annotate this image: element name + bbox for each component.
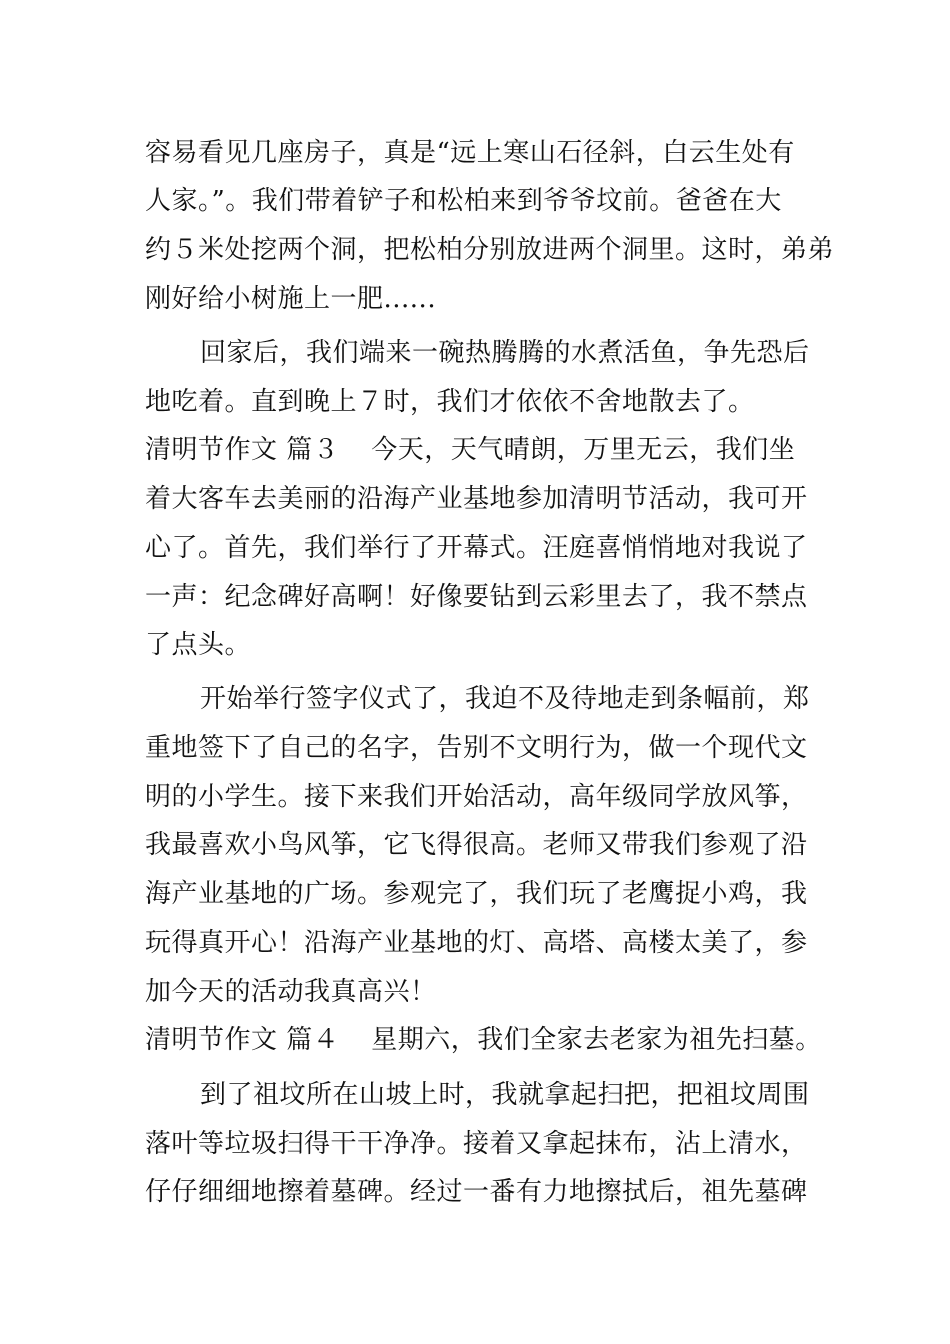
- section-opening-text: 星期六，我们全家去老家为祖先扫墓。: [371, 1025, 822, 1055]
- section-heading-4: 清明节作文 篇４: [145, 1025, 340, 1055]
- paragraph-first-line: 到了祖坟所在山坡上时，我就拿起扫把，把祖坟周围: [200, 1080, 810, 1110]
- text-line: 了点头。: [145, 630, 252, 660]
- text-line: 地吃着。直到晚上７时，我们才依依不舍地散去了。: [145, 387, 755, 417]
- text-line: 心了。首先，我们举行了开幕式。汪庭喜悄悄地对我说了: [145, 533, 808, 563]
- text-line: 容易看见几座房子，真是“远上寒山石径斜，白云生处有: [145, 138, 795, 168]
- section-heading-line-3: [145, 435, 810, 465]
- text-line: 仔仔细细地擦着墓碑。经过一番有力地擦拭后，祖先墓碑: [145, 1177, 808, 1207]
- text-line: 落叶等垃圾扫得干干净净。接着又拿起抹布，沾上清水，: [145, 1129, 808, 1159]
- text-line: 人家。”。我们带着铲子和松柏来到爷爷坟前。爸爸在大: [145, 186, 782, 216]
- text-line: 刚好给小树施上一肥......: [145, 284, 437, 314]
- paragraph-first-line: 回家后，我们端来一碗热腾腾的水煮活鱼，争先恐后: [200, 338, 810, 368]
- section-opening-text: 今天，天气晴朗，万里无云，我们坐: [371, 435, 796, 465]
- section-heading-line-4: [145, 1025, 822, 1055]
- section-heading-3: 清明节作文 篇３: [145, 435, 340, 465]
- text-line: 重地签下了自己的名字，告别不文明行为，做一个现代文: [145, 733, 808, 763]
- text-line: 玩得真开心！沿海产业基地的灯、高塔、高楼太美了，参: [145, 928, 808, 958]
- text-line: 加今天的活动我真高兴！: [145, 977, 437, 1007]
- text-line: 着大客车去美丽的沿海产业基地参加清明节活动，我可开: [145, 484, 808, 514]
- text-line: 海产业基地的广场。参观完了，我们玩了老鹰捉小鸡，我: [145, 879, 808, 909]
- paragraph-first-line: 开始举行签字仪式了，我迫不及待地走到条幅前，郑: [200, 684, 810, 714]
- text-line: 一声：纪念碑好高啊！好像要钻到云彩里去了，我不禁点: [145, 582, 808, 612]
- text-line: 我最喜欢小鸟风筝，它飞得很高。老师又带我们参观了沿: [145, 830, 808, 860]
- text-line: 明的小学生。接下来我们开始活动，高年级同学放风筝，: [145, 782, 808, 812]
- text-line: 约５米处挖两个洞，把松柏分别放进两个洞里。这时，弟弟: [145, 235, 835, 265]
